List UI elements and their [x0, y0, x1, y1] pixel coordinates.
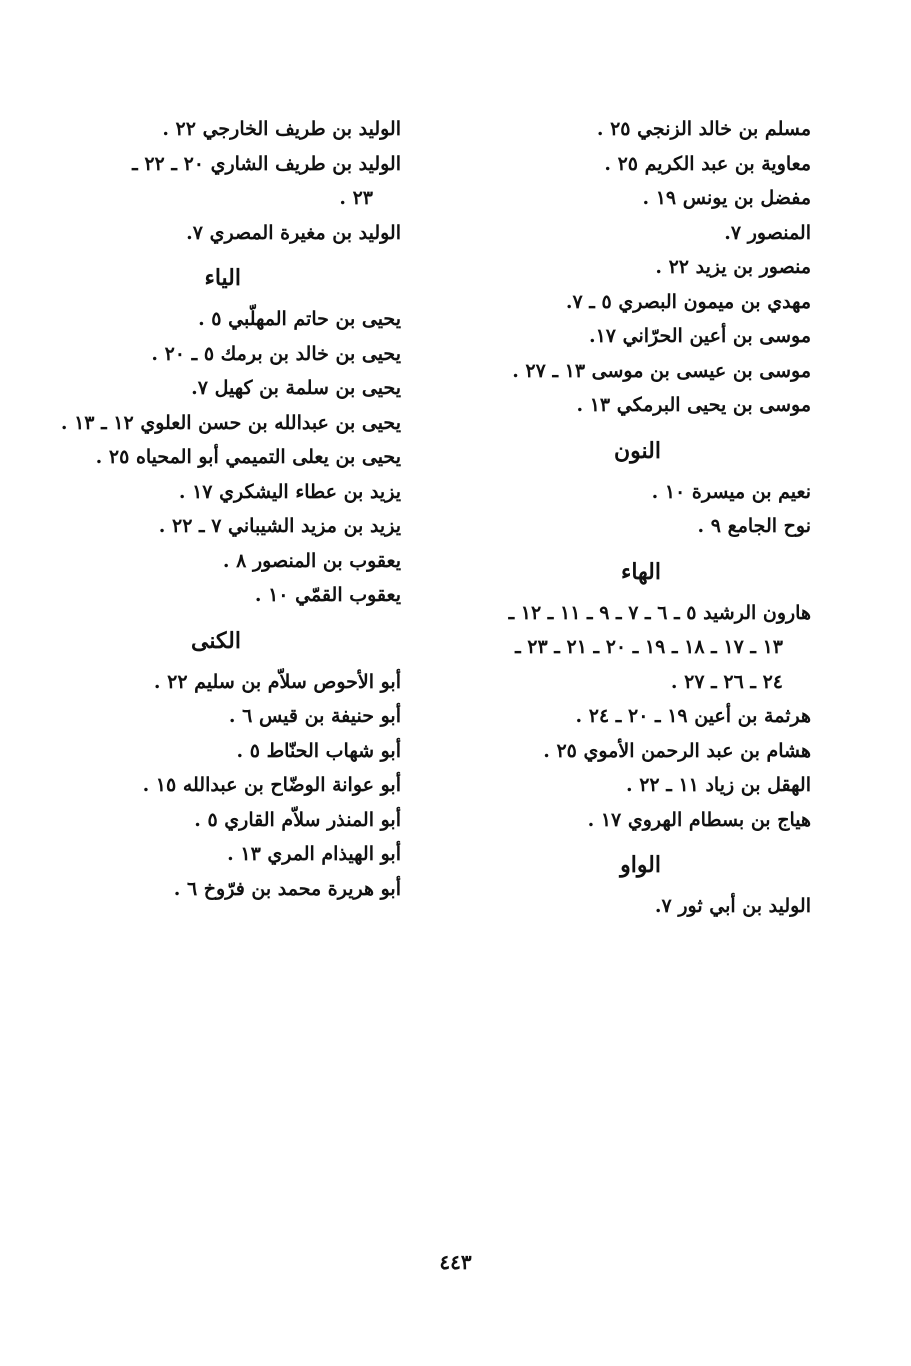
- index-entry: يحيى بن حاتم المهلّبي ٥ .: [198, 308, 401, 330]
- index-entry: معاوية بن عبد الكريم ٢٥ .: [604, 152, 811, 175]
- index-entry: منصور بن يزيد ٢٢ .: [655, 256, 811, 278]
- index-entry-continuation: ٢٤ ـ ٢٦ ـ ٢٧ .: [670, 670, 783, 693]
- index-entry: الوليد بن طريف الشاري ٢٠ ـ ٢٢ ـ: [132, 152, 401, 175]
- index-entry: نوح الجامع ٩ .: [697, 515, 811, 537]
- index-entry: مفضل بن يونس ١٩ .: [642, 187, 811, 209]
- section-heading: الكنى: [191, 627, 241, 654]
- index-entry: أبو حنيفة بن قيس ٦ .: [228, 705, 401, 727]
- index-entry: يعقوب بن المنصور ٨ .: [222, 549, 401, 572]
- section-heading: الهاء: [620, 558, 661, 585]
- index-entry: يحيى بن خالد بن برمك ٥ ـ ٢٠ .: [151, 342, 401, 365]
- index-entry: يحيى بن يعلى التميمي أبو المحياه ٢٥ .: [95, 446, 401, 468]
- index-entry: يحيى بن سلمة بن كهيل ٧.: [191, 377, 401, 399]
- index-entry: أبو شهاب الحنّاط ٥ .: [236, 739, 401, 762]
- index-entry: أبو الأحوص سلاّم بن سليم ٢٢ .: [153, 670, 401, 693]
- index-entry: أبو عوانة الوضّاح بن عبدالله ١٥ .: [142, 774, 401, 796]
- index-entry-continuation: ١٣ ـ ١٧ ـ ١٨ ـ ١٩ ـ ٢٠ ـ ٢١ ـ ٢٣ ـ: [515, 636, 783, 658]
- index-entry-continuation: ٢٣ .: [339, 187, 373, 209]
- index-entry: موسى بن يحيى البرمكي ١٣ .: [576, 394, 811, 416]
- index-entry: يعقوب القمّي ١٠ .: [254, 584, 401, 606]
- index-entry: يزيد بن عطاء اليشكري ١٧ .: [178, 480, 401, 503]
- section-heading: النون: [614, 437, 661, 464]
- index-column-right: [451, 112, 811, 924]
- index-entry: هارون الرشيد ٥ ـ ٦ ـ ٧ ـ ٩ ـ ١١ ـ ١٢ ـ: [508, 601, 811, 624]
- index-entry: أبو هريرة محمد بن فرّوخ ٦ .: [173, 877, 401, 900]
- index-entry: نعيم بن ميسرة ١٠ .: [651, 480, 811, 503]
- section-heading: الواو: [620, 852, 661, 878]
- index-entry: أبو الهيذام المري ١٣ .: [227, 843, 401, 865]
- index-entry: هرثمة بن أعين ١٩ ـ ٢٠ ـ ٢٤ .: [575, 705, 811, 727]
- index-entry: هياج بن بسطام الهروي ١٧ .: [587, 808, 811, 831]
- index-entry: مهدي بن ميمون البصري ٥ ـ ٧.: [565, 290, 811, 313]
- index-entry: أبو المنذر سلاّم القاري ٥ .: [194, 808, 401, 831]
- index-entry: الهقل بن زياد ١١ ـ ٢٢ .: [625, 774, 811, 796]
- index-entry: يحيى بن عبدالله بن حسن العلوي ١٢ ـ ١٣ .: [60, 411, 401, 434]
- index-entry: الوليد بن طريف الخارجي ٢٢ .: [162, 118, 401, 140]
- index-entry: الوليد بن مغيرة المصري ٧.: [186, 221, 401, 244]
- section-heading: الياء: [204, 265, 241, 291]
- index-entry: يزيد بن مزيد الشيباني ٧ ـ ٢٢ .: [158, 515, 401, 537]
- index-entry: هشام بن عبد الرحمن الأموي ٢٥ .: [543, 739, 811, 762]
- index-entry: موسى بن أعين الحرّاني ١٧.: [588, 325, 811, 347]
- page-number: ٤٤٣: [439, 1250, 472, 1274]
- index-entry: الوليد بن أبي ثور ٧.: [654, 895, 811, 917]
- index-entry: المنصور ٧.: [724, 221, 811, 244]
- index-entry: مسلم بن خالد الزنجي ٢٥ .: [596, 118, 811, 140]
- index-entry: موسى بن عيسى بن موسى ١٣ ـ ٢٧ .: [512, 359, 811, 382]
- index-column-left: [31, 112, 401, 906]
